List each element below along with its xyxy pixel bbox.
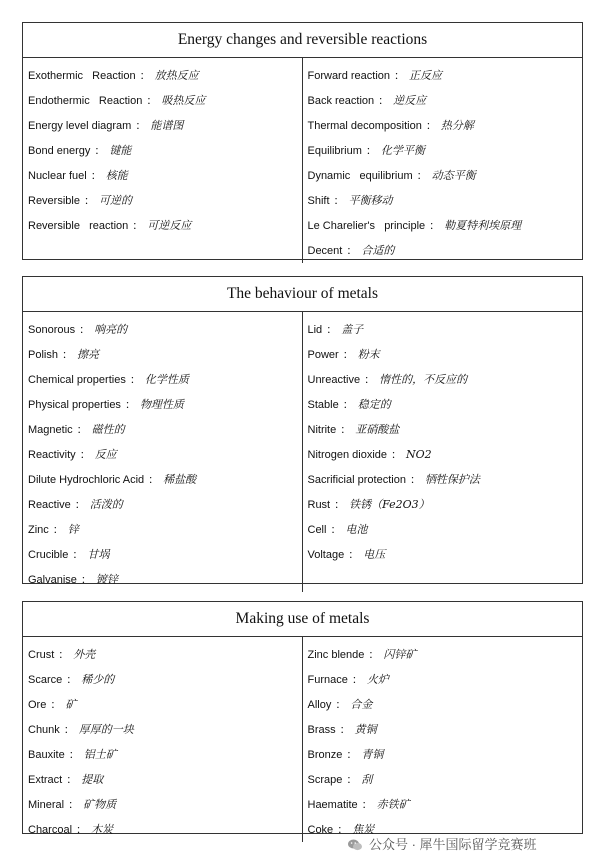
- vocab-separator: ：: [342, 399, 354, 411]
- vocab-row: [303, 88, 583, 113]
- vocab-row: [23, 642, 302, 667]
- vocab-meaning: 甘埚: [87, 548, 110, 561]
- vocab-row: [303, 317, 583, 342]
- vocab-row: [303, 642, 583, 667]
- vocab-meaning: 化学平衡: [380, 144, 425, 157]
- vocab-meaning: 矿: [65, 698, 77, 711]
- vocab-row: [23, 342, 302, 367]
- vocab-row: [303, 792, 583, 817]
- vocab-meaning: 惰性的，不反应的: [379, 373, 468, 386]
- vocab-meaning: 亚硝酸盐: [355, 423, 400, 436]
- vocab-term: Bond energy: [28, 145, 91, 157]
- vocab-meaning: 可逆的: [98, 194, 132, 207]
- right-column: [303, 312, 583, 592]
- vocab-term: Nitrogen dioxide: [307, 449, 387, 461]
- vocab-meaning: 电压: [363, 548, 386, 561]
- vocab-separator: ：: [339, 724, 351, 736]
- vocab-meaning: 响亮的: [94, 323, 128, 336]
- vocab-separator: ：: [83, 195, 95, 207]
- vocab-term: Shift: [307, 195, 330, 207]
- vocab-row: [303, 138, 583, 163]
- table-body: [23, 58, 582, 263]
- vocab-meaning: 刮: [361, 773, 373, 786]
- vocab-row: [303, 742, 583, 767]
- vocab-meaning: 矿物质: [83, 798, 117, 811]
- vocab-term: Zinc blende: [307, 649, 365, 661]
- vocab-separator: ：: [429, 220, 441, 232]
- vocab-term: Charcoal: [28, 824, 73, 836]
- vocab-meaning: 活泼的: [89, 498, 123, 511]
- vocab-separator: ：: [52, 524, 64, 536]
- vocab-row: [303, 367, 583, 392]
- vocab-meaning: 提取: [81, 773, 104, 786]
- vocab-separator: ：: [139, 70, 151, 82]
- vocab-term: Magnetic: [28, 424, 73, 436]
- vocab-term: Galvanise: [28, 574, 77, 586]
- vocab-row: [23, 188, 302, 213]
- vocab-row: [303, 467, 583, 492]
- vocab-row: [303, 767, 583, 792]
- vocab-term: Mineral: [28, 799, 65, 811]
- vocab-separator: ：: [333, 195, 345, 207]
- vocab-term: Exothermic Reaction: [28, 70, 136, 82]
- vocab-term: Rust: [307, 499, 331, 511]
- vocab-term: Nitrite: [307, 424, 337, 436]
- vocab-term: Thermal decomposition: [307, 120, 422, 132]
- vocab-separator: ：: [74, 499, 86, 511]
- vocab-term: Furnace: [307, 674, 348, 686]
- vocab-row: [303, 163, 583, 188]
- vocab-meaning: 外壳: [73, 648, 96, 661]
- vocab-separator: ：: [76, 824, 88, 836]
- vocab-term: Chemical properties: [28, 374, 126, 386]
- left-column: [23, 637, 303, 842]
- table-body: [23, 637, 582, 842]
- vocab-separator: ：: [76, 424, 88, 436]
- vocab-separator: ：: [66, 674, 78, 686]
- vocab-separator: ：: [335, 699, 347, 711]
- vocab-separator: ：: [80, 574, 92, 586]
- vocab-term: Bauxite: [28, 749, 65, 761]
- vocab-term: Ore: [28, 699, 47, 711]
- vocab-separator: ：: [135, 120, 147, 132]
- vocab-separator: ：: [68, 799, 80, 811]
- vocab-row: [303, 717, 583, 742]
- table-title: Making use of metals: [23, 602, 582, 637]
- vocab-term: Dilute Hydrochloric Acid: [28, 474, 145, 486]
- vocab-term: Unreactive: [307, 374, 361, 386]
- vocab-row: [23, 717, 302, 742]
- vocab-meaning: 木炭: [91, 823, 114, 836]
- vocab-term: Chunk: [28, 724, 60, 736]
- vocab-separator: ：: [409, 474, 421, 486]
- vocab-meaning: 火炉: [366, 673, 389, 686]
- vocab-row: [23, 492, 302, 517]
- vocab-row: [303, 392, 583, 417]
- vocab-meaning: 逆反应: [393, 94, 427, 107]
- vocab-separator: ：: [50, 699, 62, 711]
- vocab-row: [303, 517, 583, 542]
- vocab-meaning: 赤铁矿: [376, 798, 410, 811]
- vocab-row: [23, 817, 302, 842]
- vocab-meaning: 盖子: [341, 323, 364, 336]
- vocab-separator: ：: [68, 749, 80, 761]
- vocab-meaning: 稀盐酸: [163, 473, 197, 486]
- right-column: [303, 637, 583, 842]
- vocab-table-energy: [22, 22, 583, 260]
- vocab-table-metals-use: [22, 601, 583, 834]
- vocab-separator: ：: [391, 449, 402, 461]
- vocab-term: Physical properties: [28, 399, 121, 411]
- vocab-separator: ：: [346, 245, 358, 257]
- vocab-meaning: 牺牲保护法: [424, 473, 480, 486]
- vocab-meaning: 键能: [109, 144, 132, 157]
- vocab-meaning: 厚厚的一块: [78, 723, 134, 736]
- right-column: [303, 58, 583, 263]
- vocab-meaning: 化学性质: [144, 373, 189, 386]
- vocab-meaning: 磁性的: [91, 423, 125, 436]
- vocab-meaning: 平衡移动: [348, 194, 393, 207]
- vocab-row: [303, 188, 583, 213]
- table-title: Energy changes and reversible reactions: [23, 23, 582, 58]
- vocab-meaning: 吸热反应: [161, 94, 206, 107]
- vocab-term: Dynamic equilibrium: [307, 170, 413, 182]
- vocab-row: [23, 213, 302, 238]
- vocab-row: [23, 88, 302, 113]
- vocab-row: [23, 113, 302, 138]
- vocab-separator: ：: [330, 524, 342, 536]
- vocab-meaning: 焦炭: [352, 823, 375, 836]
- vocab-term: Energy level diagram: [28, 120, 132, 132]
- vocab-row: [303, 492, 583, 517]
- left-column: [23, 312, 303, 592]
- vocab-row: [23, 667, 302, 692]
- vocab-separator: ：: [365, 145, 377, 157]
- vocab-term: Scarce: [28, 674, 63, 686]
- vocab-meaning: 合金: [350, 698, 373, 711]
- vocab-separator: ：: [342, 349, 354, 361]
- vocab-meaning: 核能: [105, 169, 128, 182]
- vocab-term: Scrape: [307, 774, 343, 786]
- vocab-term: Endothermic Reaction: [28, 95, 143, 107]
- vocab-separator: ：: [124, 399, 136, 411]
- vocab-row: [303, 667, 583, 692]
- vocab-meaning: 物理性质: [139, 398, 184, 411]
- vocab-term: Brass: [307, 724, 336, 736]
- vocab-term: Reactive: [28, 499, 71, 511]
- vocab-term: Decent: [307, 245, 343, 257]
- vocab-separator: ：: [63, 724, 75, 736]
- vocab-term: Back reaction: [307, 95, 375, 107]
- vocab-separator: ：: [79, 324, 91, 336]
- vocab-separator: ：: [79, 449, 91, 461]
- vocab-term: Le Charelier's principle: [307, 220, 426, 232]
- vocab-term: Lid: [307, 324, 323, 336]
- vocab-row: [23, 392, 302, 417]
- table-title: The behaviour of metals: [23, 277, 582, 312]
- watermark-text: 公众号 · 犀牛国际留学竞赛班: [369, 837, 537, 852]
- vocab-row: [23, 138, 302, 163]
- vocab-separator: ：: [66, 774, 78, 786]
- vocab-row: [23, 367, 302, 392]
- vocab-row: [303, 213, 583, 238]
- vocab-row: [23, 567, 302, 592]
- table-body: [23, 312, 582, 592]
- vocab-row: [23, 542, 302, 567]
- vocab-separator: ：: [58, 649, 70, 661]
- vocab-separator: ：: [364, 374, 376, 386]
- wechat-icon: [347, 837, 363, 853]
- vocab-row: [23, 767, 302, 792]
- vocab-separator: ：: [334, 499, 346, 511]
- vocab-row: [23, 467, 302, 492]
- vocab-meaning: 镀锌: [95, 573, 118, 586]
- vocab-term: Power: [307, 349, 339, 361]
- vocab-term: Forward reaction: [307, 70, 391, 82]
- vocab-separator: ：: [146, 95, 158, 107]
- vocab-row: [303, 342, 583, 367]
- vocab-term: Reversible reaction: [28, 220, 129, 232]
- vocab-meaning: 擦亮: [76, 348, 99, 361]
- vocab-term: Alloy: [307, 699, 332, 711]
- vocab-meaning: 热分解: [440, 119, 474, 132]
- vocab-row: [23, 517, 302, 542]
- vocab-separator: ：: [337, 824, 349, 836]
- vocab-table-metals-behaviour: [22, 276, 583, 584]
- vocab-row: [23, 692, 302, 717]
- vocab-meaning: 稀少的: [81, 673, 115, 686]
- vocab-meaning: 合适的: [361, 244, 395, 257]
- vocab-meaning: 闪锌矿: [383, 648, 417, 661]
- vocab-row: [23, 742, 302, 767]
- vocab-term: Coke: [307, 824, 334, 836]
- vocab-meaning: 动态平衡: [431, 169, 476, 182]
- vocab-row: [23, 792, 302, 817]
- vocab-separator: ：: [346, 774, 358, 786]
- vocab-separator: ：: [72, 549, 84, 561]
- vocab-separator: ：: [90, 170, 102, 182]
- vocab-row: [23, 417, 302, 442]
- vocab-meaning: 稳定的: [357, 398, 391, 411]
- vocab-separator: ：: [394, 70, 406, 82]
- vocab-row: [303, 63, 583, 88]
- vocab-term: Cell: [307, 524, 327, 536]
- vocab-separator: ：: [61, 349, 73, 361]
- vocab-separator: ：: [132, 220, 144, 232]
- vocab-separator: ：: [340, 424, 352, 436]
- vocab-meaning: 放热反应: [154, 69, 199, 82]
- vocab-row: [303, 238, 583, 263]
- vocab-term: Zinc: [28, 524, 49, 536]
- vocab-row: [303, 113, 583, 138]
- vocab-term: Haematite: [307, 799, 358, 811]
- vocab-term: Bronze: [307, 749, 343, 761]
- vocab-row: [23, 317, 302, 342]
- vocab-meaning: 铝土矿: [83, 748, 117, 761]
- vocab-separator: ：: [129, 374, 141, 386]
- watermark: [347, 835, 537, 855]
- vocab-meaning: 铁锈（Fe2O3）: [349, 498, 430, 511]
- vocab-term: Stable: [307, 399, 339, 411]
- vocab-separator: ：: [351, 674, 363, 686]
- vocab-separator: ：: [346, 749, 358, 761]
- vocab-term: Crust: [28, 649, 55, 661]
- vocab-term: Sonorous: [28, 324, 76, 336]
- vocab-row: [23, 163, 302, 188]
- vocab-meaning: 正反应: [409, 69, 443, 82]
- vocab-separator: ：: [416, 170, 428, 182]
- vocab-term: Reactivity: [28, 449, 76, 461]
- vocab-term: Voltage: [307, 549, 345, 561]
- vocab-term: Equilibrium: [307, 145, 362, 157]
- vocab-separator: ：: [326, 324, 338, 336]
- vocab-meaning: 锌: [67, 523, 79, 536]
- vocab-term: Nuclear fuel: [28, 170, 87, 182]
- vocab-term: Polish: [28, 349, 58, 361]
- vocab-term: Extract: [28, 774, 63, 786]
- vocab-row: [303, 417, 583, 442]
- vocab-separator: ：: [94, 145, 106, 157]
- vocab-separator: ：: [378, 95, 390, 107]
- vocab-row: [303, 692, 583, 717]
- vocab-separator: ：: [361, 799, 373, 811]
- vocab-meaning: 电池: [345, 523, 368, 536]
- vocab-separator: ：: [348, 549, 360, 561]
- vocab-row: [303, 542, 583, 567]
- vocab-meaning: 青铜: [361, 748, 384, 761]
- vocab-term: Reversible: [28, 195, 80, 207]
- vocab-meaning: 黄铜: [354, 723, 377, 736]
- vocab-term: Crucible: [28, 549, 69, 561]
- vocab-meaning: 勒夏特利埃原理: [444, 219, 522, 232]
- vocab-separator: ：: [425, 120, 437, 132]
- vocab-meaning: NO2: [406, 448, 432, 461]
- vocab-row: [303, 442, 583, 467]
- left-column: [23, 58, 303, 263]
- vocab-term: Sacrificial protection: [307, 474, 406, 486]
- vocab-row: [23, 63, 302, 88]
- vocab-meaning: 粉末: [357, 348, 380, 361]
- vocab-row: [23, 442, 302, 467]
- vocab-meaning: 反应: [94, 448, 117, 461]
- vocab-separator: ：: [148, 474, 160, 486]
- vocab-meaning: 可逆反应: [147, 219, 192, 232]
- vocab-meaning: 能谱图: [150, 119, 184, 132]
- vocab-separator: ：: [368, 649, 380, 661]
